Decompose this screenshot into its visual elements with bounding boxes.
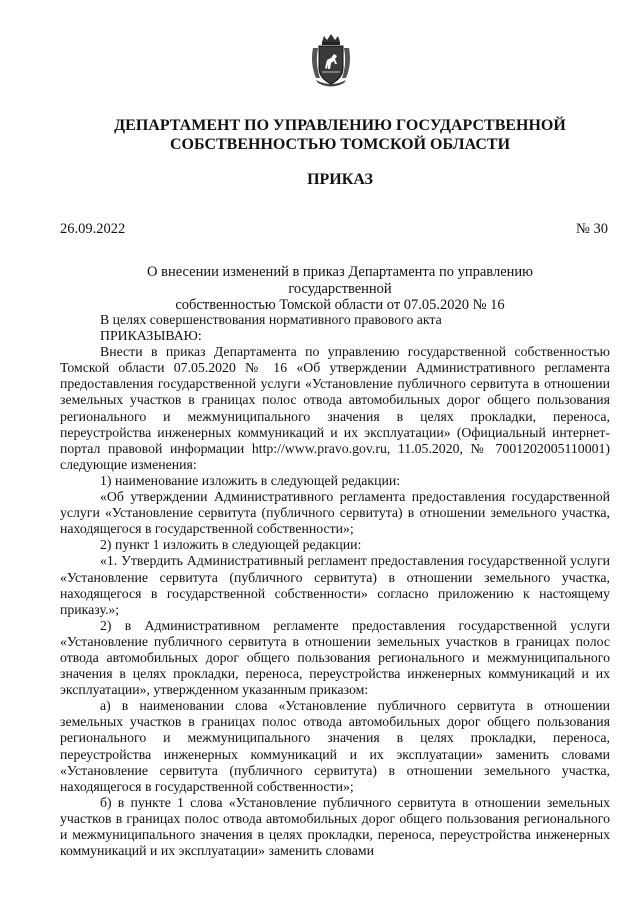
paragraph: 1) наименование изложить в следующей редакции: (100, 472, 401, 488)
paragraph: 2) пункт 1 изложить в следующей редакции: (100, 537, 362, 553)
paragraph: 2) в Административном регламенте предоставления государственной услуги «Установление публичного сервитута в отношении земельных участков в границах полос отвода автомобильных дорог общего пользования регионального и межмуниципального значения в целях прокладки, переноса, переустройства инженерных коммуникаций и их эксплуатации», утвержденном указанным приказом: (60, 617, 610, 698)
paragraph: ПРИКАЗЫВАЮ: (100, 328, 202, 344)
order-body (60, 312, 610, 859)
order-subject (110, 264, 570, 314)
document-type: ПРИКАЗ (307, 171, 373, 188)
order-number: № 30 (576, 221, 608, 237)
department-title-line2: СОБСТВЕННОСТЬЮ ТОМСКОЙ ОБЛАСТИ (169, 136, 511, 153)
paragraph: «Об утверждении Административного регламента предоставления государственной услуги «Установление сервитута (публичного сервитута) в отношении земельного участка, находящегося в государственной собственности»; (60, 489, 610, 537)
paragraph: В целях совершенствования нормативного правового акта (100, 312, 442, 327)
paragraph: а) в наименовании слова «Установление публичного сервитута в отношении земельных участков в границах полос отвода автомобильных дорог общего пользования регионального и межмуниципального значения в целях прокладки, переноса, переустройства инженерных коммуникаций и их эксплуатации» заменить словами «Установление сервитута (публичного сервитута) в отношении земельного участка, находящегося в государственной собственности»; (60, 698, 610, 794)
department-title-line1: ДЕПАРТАМЕНТ ПО УПРАВЛЕНИЮ ГОСУДАРСТВЕННОЙ (114, 117, 566, 134)
order-subject-line1: О внесении изменений в приказ Департамента по управлению государственной (147, 264, 533, 297)
order-subject-line2: собственностью Томской области от 07.05.2020 № 16 (175, 297, 505, 313)
paragraph: Внести в приказ Департамента по управлению государственной собственностью Томской области 07.05.2020 № 16 «Об утверждении Административного регламента предоставления государственной услуги «Установление публичного сервитута в отношении земельных участков в границах полос отвода автомобильных дорог общего пользования регионального и межмуниципального значения в целях прокладки, переноса, переустройства инженерных коммуникаций и их эксплуатации» (Официальный интернет-портал правовой информации http://www.pravo.gov.ru, 11.05.2020, № 7001202005110001) следующие изменения: (60, 344, 610, 472)
paragraph: б) в пункте 1 слова «Установление публичного сервитута в отношении земельных участков в границах полос отвода автомобильных дорог общего пользования регионального и межмуниципального значения в целях прокладки, переноса, переустройства инженерных коммуникаций и их эксплуатации» заменить словами (60, 794, 610, 859)
paragraph: «1. Утвердить Административный регламент предоставления государственной услуги «Установление сервитута (публичного сервитута) в отношении земельного участка, находящегося в государственной собственности» согласно приложению к настоящему приказу.»; (60, 553, 610, 617)
tomsk-coat-of-arms-icon (310, 34, 352, 88)
order-date: 26.09.2022 (60, 221, 126, 237)
department-title (60, 116, 620, 154)
